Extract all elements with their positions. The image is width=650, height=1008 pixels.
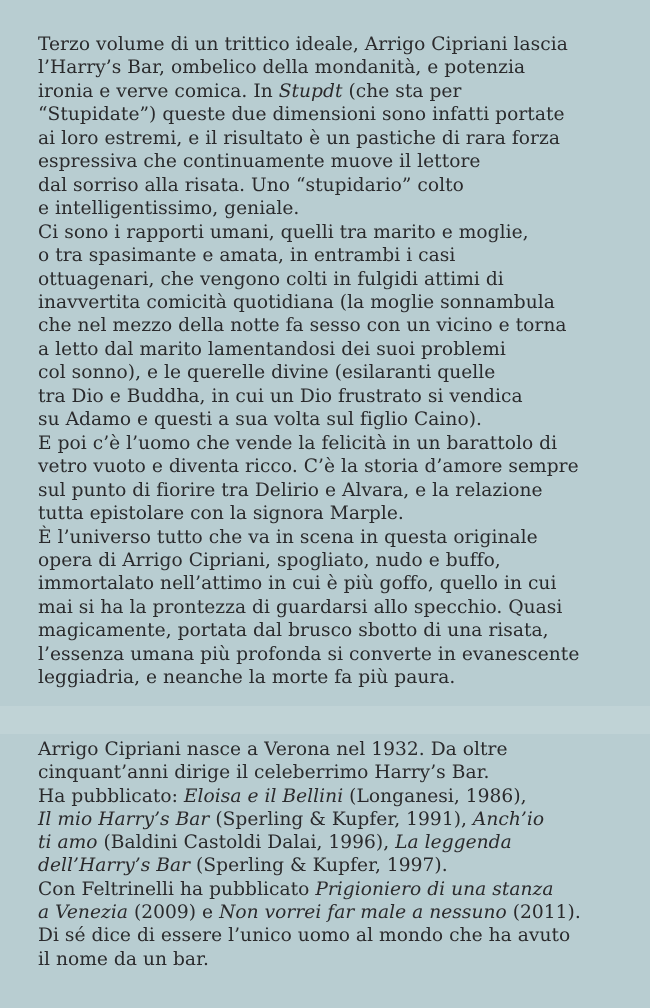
text-line [38, 197, 638, 220]
text-line [38, 854, 638, 877]
text-segment: dal sorriso alla risata. Uno “stupidario” colto [38, 174, 464, 196]
text-line [38, 901, 638, 924]
text-line [38, 314, 638, 337]
text-segment: col sonno), e le querelle divine (esilaranti quelle [38, 362, 496, 384]
text-segment: l’essenza umana più profonda si converte in evanescente [38, 643, 580, 665]
text-segment: magicamente, portata dal brusco sbotto di una risata, [38, 620, 549, 642]
text-segment: (Baldini Castoldi Dalai, 1996), [97, 832, 396, 854]
text-line [38, 33, 638, 56]
section-divider [0, 706, 650, 734]
text-line [38, 761, 638, 784]
italic-title: dell’Harry’s Bar [38, 855, 191, 877]
text-segment: cinquant’anni dirige il celeberrimo Harry’s Bar. [38, 762, 490, 784]
text-line [38, 56, 638, 79]
text-line [38, 619, 638, 642]
text-segment: mai si ha la prontezza di guardarsi allo specchio. Quasi [38, 596, 563, 618]
italic-title: Prigioniero di una stanza [315, 878, 554, 900]
text-segment: vetro vuoto e diventa ricco. C’è la storia d’amore sempre [38, 456, 579, 478]
text-segment: leggiadria, e neanche la morte fa più paura. [38, 667, 456, 689]
text-line [38, 150, 638, 173]
text-line [38, 526, 638, 549]
text-line [38, 385, 638, 408]
text-segment: Di sé dice di essere l’unico uomo al mondo che ha avuto [38, 925, 571, 947]
text-segment: su Adamo e questi a sua volta sul figlio Caino). [38, 409, 482, 431]
text-line [38, 666, 638, 689]
text-segment: che nel mezzo della notte fa sesso con un vicino e torna [38, 315, 567, 337]
italic-title: ti amo [38, 832, 98, 854]
text-line [38, 338, 638, 361]
text-segment: Ci sono i rapporti umani, quelli tra marito e moglie, [38, 221, 529, 243]
text-line [38, 831, 638, 854]
text-line [38, 785, 638, 808]
text-segment: o tra spasimante e amata, in entrambi i casi [38, 245, 456, 267]
text-segment: il nome da un bar. [38, 948, 209, 970]
text-line [38, 924, 638, 947]
text-segment: inavvertita comicità quotidiana (la moglie sonnambula [38, 291, 555, 313]
text-line [38, 479, 638, 502]
text-segment: È l’universo tutto che va in scena in questa originale [38, 526, 538, 548]
text-segment: (Longanesi, 1986), [343, 785, 527, 807]
italic-title: a Venezia [38, 902, 128, 924]
italic-title: La leggenda [395, 832, 512, 854]
text-line [38, 244, 638, 267]
text-line [38, 572, 638, 595]
italic-title: Il mio Harry’s Bar [38, 808, 210, 830]
text-segment: a letto dal marito lamentandosi dei suoi problemi [38, 338, 506, 360]
text-segment: Arrigo Cipriani nasce a Verona nel 1932. Da oltre [38, 739, 508, 760]
italic-title: Non vorrei far male a nessuno [219, 902, 507, 924]
text-line [38, 738, 638, 761]
text-line [38, 948, 638, 971]
text-segment: e intelligentissimo, geniale. [38, 198, 300, 220]
text-segment: l’Harry’s Bar, ombelico della mondanità, e potenzia [38, 57, 526, 79]
text-segment: immortalato nell’attimo in cui è più goffo, quello in cui [38, 573, 557, 595]
text-segment: (Sperling & Kupfer, 1997). [190, 855, 448, 877]
blurb-text [38, 33, 638, 690]
text-line [38, 268, 638, 291]
text-line [38, 80, 638, 103]
text-line [38, 502, 638, 525]
text-line [38, 174, 638, 197]
text-line [38, 361, 638, 384]
italic-title: Eloisa e il Bellini [183, 785, 344, 807]
text-segment: sul punto di fiorire tra Delirio e Alvara, e la relazione [38, 479, 543, 501]
text-line [38, 878, 638, 901]
text-segment: ironia e verve comica. In [38, 80, 279, 102]
text-segment: ottuagenari, che vengono colti in fulgidi attimi di [38, 268, 504, 290]
text-line [38, 291, 638, 314]
text-segment: “Stupidate”) queste due dimensioni sono infatti portate [38, 104, 565, 126]
text-segment: tutta epistolare con la signora Marple. [38, 503, 404, 525]
text-segment: ai loro estremi, e il risultato è un pastiche di rara forza [38, 127, 560, 149]
text-line [38, 221, 638, 244]
text-line [38, 596, 638, 619]
text-line [38, 549, 638, 572]
text-segment: espressiva che continuamente muove il lettore [38, 151, 481, 173]
italic-title: Stupdt [278, 80, 343, 102]
text-segment: opera di Arrigo Cipriani, spogliato, nudo e buffo, [38, 549, 501, 571]
text-line [38, 808, 638, 831]
italic-title: Anch’io [472, 808, 545, 830]
text-line [38, 643, 638, 666]
text-segment: E poi c’è l’uomo che vende la felicità in un barattolo di [38, 432, 558, 454]
text-line [38, 408, 638, 431]
text-segment: tra Dio e Buddha, in cui un Dio frustrato si vendica [38, 385, 523, 407]
text-segment: (2011). [506, 902, 581, 924]
text-segment: Terzo volume di un trittico ideale, Arrigo Cipriani lascia [38, 34, 568, 55]
text-line [38, 432, 638, 455]
text-line [38, 103, 638, 126]
text-segment: Ha pubblicato: [38, 785, 184, 807]
text-segment: Con Feltrinelli ha pubblicato [38, 878, 316, 900]
author-bio [38, 738, 638, 971]
text-line [38, 127, 638, 150]
text-segment: (2009) e [127, 902, 220, 924]
text-line [38, 455, 638, 478]
text-segment: (che sta per [342, 80, 462, 102]
text-segment: (Sperling & Kupfer, 1991), [209, 808, 473, 830]
